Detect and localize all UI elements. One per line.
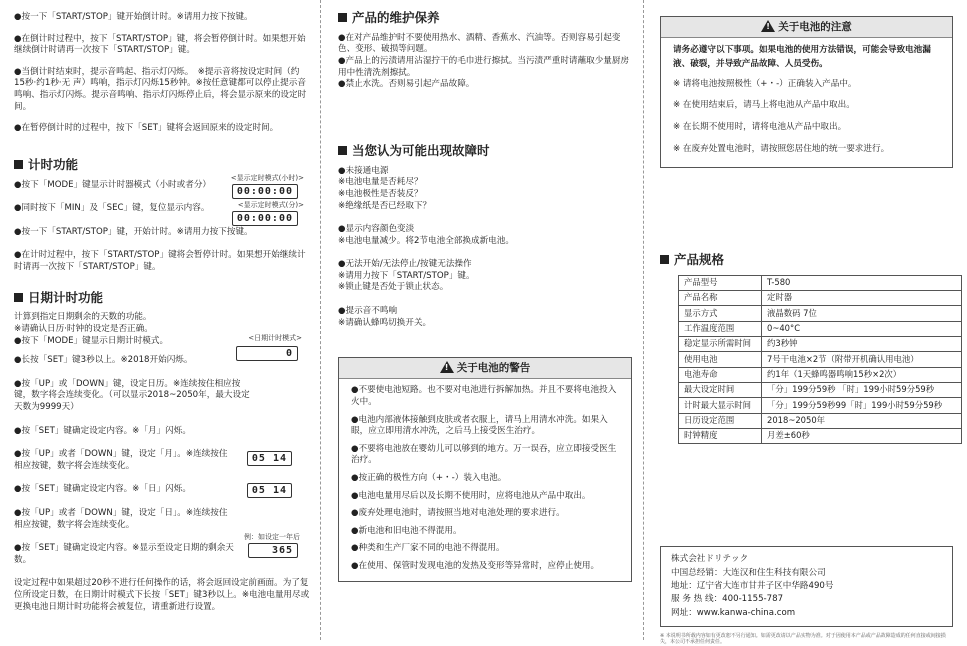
notice-item: ※ 请将电池按照极性（+・-）正确装入产品中。: [673, 78, 857, 89]
warn-item: ●不要使电池短路。也不要对电池进行拆解加热。并且不要将电池投入火中。: [351, 385, 617, 408]
date-para-2: ●长按「SET」键3秒以上。※2018开始闪烁。: [14, 355, 193, 366]
spec-table: [678, 275, 962, 445]
date-para-7: ●按「UP」或者「DOWN」键，设定「日」。※连续按住相应按键，数字将会连续变化。: [14, 508, 228, 530]
warning-triangle-icon: [761, 20, 775, 32]
countdown-section: [14, 12, 310, 135]
date-lcd-days: 365: [248, 543, 298, 558]
fault-para-3: ●无法开始/无法停止/按键无法操作 ※请用力按下「START/STOP」键。 ※锁止键是否处于锁止状态。: [338, 259, 475, 293]
notice-item: ※ 在长期不使用时，请将电池从产品中取出。: [673, 122, 847, 133]
date-para-8: ●按「SET」键确定设定内容。※显示至设定日期的剩余天数。: [14, 543, 234, 565]
date-para-5: ●按「UP」或者「DOWN」键，设定「月」。※连续按住相应按键，数字将会连续变化。: [14, 449, 228, 471]
spec-row: 产品名称 定时器: [679, 290, 962, 305]
company-name: 株式会社ドリテック: [671, 554, 749, 565]
date-heading: 日期计时功能: [14, 290, 310, 307]
timer-para-4: ●在计时过程中，按下「START/STOP」键将会暂停计时。如果想开始继续计时请再一次按下「START/STOP」键。: [14, 250, 306, 272]
countdown-para-3: ●当倒计时结束时，提示音鸣起、指示灯闪烁。 ※提示音将按设定时间（约15秒·约1秒·无 声）鸣响，指示灯闪烁15秒钟。※按任意键都可以停止提示音鸣响、指示灯闪烁。提示音鸣响、指示灯闪烁停止后，将会显示原来的设定时间。: [14, 66, 307, 112]
warn-item: ●电池电量用尽后以及长期不使用时，应将电池从产品中取出。: [351, 490, 591, 501]
square-bullet-icon: [14, 293, 23, 302]
notice-item: ※ 在使用结束后，请马上将电池从产品中取出。: [673, 100, 855, 111]
date-para-6: ●按「SET」键确定设定内容。※「日」闪烁。: [14, 484, 191, 495]
fault-section: [338, 166, 632, 330]
countdown-para-2: ●在倒计时过程中，按下「START/STOP」键，将会暂停倒计时。如果想开始继续倒计时请再一次按下「START/STOP」键。: [14, 33, 306, 56]
warn-item: ●废弃处理电池时，请按照当地对电池处理的要求进行。: [351, 508, 565, 519]
column-1: [0, 0, 318, 640]
column-3: [646, 0, 967, 646]
timer-lcd-hours: 00:00:00: [232, 184, 298, 199]
company-hotline: 服 务 热 线：400-1155-787: [671, 594, 784, 605]
timer-lcd-minutes: 00:00:00: [232, 211, 298, 226]
timer-heading: 计时功能: [14, 157, 310, 174]
column-2: [322, 0, 640, 640]
timer-section: [14, 173, 310, 274]
fault-para-1: ●未接通电源 ※电池电量是否耗尽？ ※电池极性是否装反？ ※绝缘纸是否已经取下？: [338, 165, 432, 211]
date-lcd-zero: 0: [236, 346, 298, 361]
spec-row: 时钟精度 月差±60秒: [679, 428, 962, 443]
company-info: [660, 546, 953, 627]
timer-para-3: ●按一下「START/STOP」键，开始计时。※请用力按下按键。: [14, 226, 253, 237]
date-para-4: ●按「SET」键确定设定内容。※「月」闪烁。: [14, 425, 191, 436]
notice-item: ※ 在废弃处置电池时，请按照您居住地的统一要求进行。: [673, 143, 890, 154]
timer-caption-minutes: <显示定时模式(分)>: [237, 200, 304, 209]
warn-item: ●不要将电池放在婴幼儿可以够到的地方。万一误吞，应立即接受医生治疗。: [351, 443, 617, 466]
care-para-3: ●禁止水洗。否则易引起产品故障。: [338, 79, 475, 90]
warn-item: ●在使用、保管时发现电池的发热及变形等异常时，应停止使用。: [351, 560, 600, 571]
notice-bold-text: 请务必遵守以下事项。如果电池的使用方法错误，可能会导致电池漏液、破裂，并导致产品故障、人员受伤。: [673, 45, 931, 69]
date-lcd-day: 05 14: [247, 483, 292, 498]
spec-row: 计时最大显示时间 「分」199分59秒99「时」199小时59分59秒: [679, 398, 962, 413]
date-lcd-month: 05 14: [247, 451, 292, 466]
spec-heading: 产品规格: [660, 252, 953, 269]
battery-notice-title: !关于电池的注意: [661, 17, 952, 38]
care-para-1: ●在对产品维护时不要使用热水、酒精、香蕉水、汽油等。否则容易引起变色、变形、破损等问题。: [338, 32, 621, 55]
spec-row: 使用电池 7号干电池×2节（附带开机确认用电池）: [679, 352, 962, 367]
date-intro: 计算到指定日期剩余的天数的功能。 ※请确认日历·时钟的设定是否正确。: [14, 312, 153, 335]
care-para-2: ●产品上的污渍请用沾湿拧干的毛巾进行擦拭。当污渍严重时请蘸取少量厨房用中性清洗剂擦拭。: [338, 56, 630, 78]
spec-row: 最大设定时间 「分」199分59秒 「时」199小时59分59秒: [679, 382, 962, 397]
battery-warning-box: [338, 357, 632, 581]
square-bullet-icon: [338, 146, 347, 155]
warn-item: ●按正确的极性方向（+・-）装入电池。: [351, 472, 507, 483]
date-para-1: ●按下「MODE」键显示日期计时模式。: [14, 335, 169, 346]
company-address: 地址：辽宁省大连市甘井子区中华路490号: [671, 580, 834, 591]
warn-item: ●新电池和旧电池不得混用。: [351, 525, 462, 536]
date-para-3: ●按「UP」或「DOWN」键，设定日历。※连续按住相应按键，数字将会连续变化。（可以显示2018~2050年，最大设定天数为9999天）: [14, 378, 250, 413]
warning-triangle-icon: [440, 361, 454, 373]
footnote: ※ 本说明书所载内容如有更改恕不另行通知。如需更改请以产品实物为准。对于因使用本产品或产品故障造成的任何直接或间接损失，本公司不承担任何责任。: [660, 632, 946, 646]
timer-caption-hours: <显示定时模式(小时)>: [230, 173, 304, 182]
spec-row: 工作温度范围 0~40°C: [679, 321, 962, 336]
care-heading: 产品的维护保养: [338, 10, 632, 27]
warn-item: ●种类和生产厂家不同的电池不得混用。: [351, 543, 505, 554]
date-section: [14, 312, 310, 613]
battery-notice-box: [660, 16, 953, 168]
fault-para-4: ●提示音不鸣响 ※请确认蜂鸣切换开关。: [338, 306, 432, 328]
countdown-para-1: ●按一下「START/STOP」键开始倒计时。※请用力按下按键。: [14, 12, 253, 22]
timer-para-1: ●按下「MODE」键显示计时器模式（小时或者分）: [14, 179, 212, 190]
date-caption: <日期计时模式>: [248, 334, 302, 343]
battery-warning-title: !关于电池的警告: [339, 358, 631, 379]
spec-row: 显示方式 液晶数码 7位: [679, 306, 962, 321]
spec-row: 稳定显示所需时间 约3秒钟: [679, 336, 962, 351]
spec-row: 电池寿命 约1年（1天蜂鸣器鸣响15秒×2次）: [679, 367, 962, 382]
date-closing: 设定过程中如果超过20秒不进行任何操作的话，将会返回设定前画面。为了复位所设定日数，在日期计时模式下长按「SET」键3秒以上。※电池电量用尽或更换电池日期计时功能将会被复位，请重新进行设置。: [14, 578, 310, 612]
battery-notice-body: [661, 38, 952, 167]
timer-para-2: ●同时按下「MIN」及「SEC」键，复位显示内容。: [14, 203, 210, 214]
countdown-para-4: ●在暂停倒计时的过程中，按下「SET」键将会返回原来的设定时间。: [14, 123, 279, 134]
date-example-caption: 例：如设定一年后: [244, 533, 300, 542]
care-section: [338, 33, 632, 91]
square-bullet-icon: [14, 160, 23, 169]
fault-heading: 当您认为可能出现故障时: [338, 143, 632, 160]
spec-row: 日历设定范围 2018~2050年: [679, 413, 962, 428]
fault-para-2: ●显示内容颜色变淡 ※电池电量减少。将2节电池全部换成新电池。: [338, 224, 514, 246]
battery-warning-body: [339, 379, 631, 580]
company-website: 网址：www.kanwa-china.com: [671, 607, 796, 618]
spec-row: 产品型号 T-580: [679, 275, 962, 290]
warn-item: ●电池内部液体接触到皮肤或者衣服上，请马上用清水冲洗。如果入眼，应立即用清水冲洗，之后马上接受医生治疗。: [351, 414, 608, 437]
square-bullet-icon: [660, 255, 669, 264]
square-bullet-icon: [338, 13, 347, 22]
company-distributor: 中国总经销：大连汉和住生科技有限公司: [671, 567, 826, 578]
